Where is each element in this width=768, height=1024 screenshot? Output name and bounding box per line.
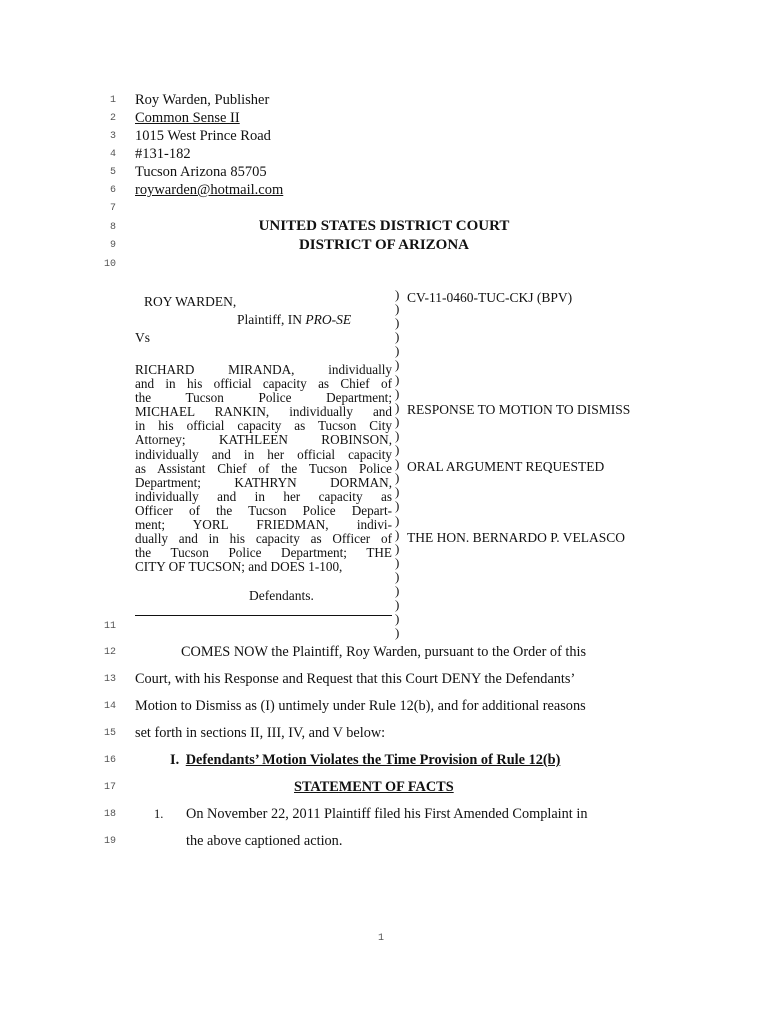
line-number: 12 [103, 647, 116, 658]
line-number: 5 [109, 167, 116, 178]
defendant-line: ment; YORL FRIEDMAN, indivi- [135, 517, 392, 533]
defendant-line: as Assistant Chief of the Tucson Police [135, 460, 392, 476]
paren: ) [395, 442, 400, 458]
line-number: 7 [109, 203, 116, 214]
plaintiff-role-text: Plaintiff, IN [237, 312, 306, 327]
line-number: 10 [103, 259, 116, 270]
defendant-line: RICHARD MIRANDA, individually [135, 362, 392, 377]
paren: ) [395, 540, 400, 556]
line-number: 1 [109, 95, 116, 106]
paren: ) [395, 385, 400, 401]
plaintiff-role [237, 311, 351, 329]
paren: ) [395, 315, 400, 331]
line-number: 8 [109, 222, 116, 233]
document-title: RESPONSE TO MOTION TO DISMISS [407, 402, 631, 417]
line-number: 16 [103, 755, 116, 766]
defendant-line: CITY OF TUCSON; and DOES 1-100, [135, 559, 343, 575]
body-line: the above captioned action. [186, 833, 343, 849]
unit-number: #131-182 [135, 146, 191, 162]
defendant-line: Department; KATHRYN DORMAN, [135, 474, 392, 490]
paren: ) [395, 301, 400, 317]
paren: ) [395, 582, 400, 598]
line-number: 4 [109, 149, 116, 160]
paren: ) [395, 568, 400, 584]
line-number: 13 [103, 674, 116, 685]
paren: ) [395, 343, 400, 359]
line-number: 17 [103, 782, 116, 793]
defendants-label: Defendants. [249, 588, 314, 603]
defendant-line: the Tucson Police Department; THE [135, 545, 392, 561]
line-number: 2 [109, 113, 116, 124]
defendant-line: individually and in her capacity as [135, 488, 392, 504]
street-address: 1015 West Prince Road [135, 128, 271, 144]
line-number: 3 [109, 131, 116, 142]
paren: ) [395, 611, 400, 627]
defendant-line: Officer of the Tucson Police Depart- [135, 502, 392, 518]
defendant-line: MICHAEL RANKIN, individually and [135, 404, 392, 420]
line-number: 14 [103, 701, 116, 712]
body-line: COMES NOW the Plaintiff, Roy Warden, pursuant to the Order of this [181, 644, 587, 660]
body-line: Motion to Dismiss as (I) untimely under Rule 12(b), and for additional reasons [135, 698, 586, 714]
pro-se-text: PRO-SE [305, 312, 352, 327]
section-heading [170, 752, 560, 769]
item-number: 1. [154, 807, 164, 821]
line-number: 11 [103, 621, 116, 632]
facts-heading: STATEMENT OF FACTS [294, 779, 454, 795]
caption-parentheses [395, 288, 399, 640]
case-number: CV-11-0460-TUC-CKJ (BPV) [407, 290, 573, 305]
paren: ) [395, 287, 400, 302]
paren: ) [395, 427, 400, 443]
paren: ) [395, 597, 400, 613]
oral-argument-request: ORAL ARGUMENT REQUESTED [407, 459, 605, 474]
paren: ) [395, 526, 400, 542]
paren: ) [395, 456, 400, 472]
court-district: DISTRICT OF ARIZONA [298, 237, 470, 253]
paren: ) [395, 329, 400, 345]
line-number: 9 [109, 240, 116, 251]
line-number: 15 [103, 728, 116, 739]
defendant-line: Attorney; KATHLEEN ROBINSON, [135, 432, 392, 448]
defendant-line: dually and in his capacity as Officer of [135, 531, 392, 547]
paren: ) [395, 357, 400, 373]
versus-text: Vs [135, 330, 151, 345]
defendant-line: in his official capacity as Tucson City [135, 418, 392, 434]
plaintiff-name: ROY WARDEN, [144, 294, 237, 309]
author-name: Roy Warden, Publisher [135, 92, 270, 108]
paren: ) [395, 413, 400, 429]
defendant-line: individually and in her official capacity [135, 446, 392, 462]
city-state-zip: Tucson Arizona 85705 [135, 164, 267, 180]
publication-name: Common Sense II [135, 110, 240, 126]
section-title: Defendants’ Motion Violates the Time Provision of Rule 12(b) [185, 752, 561, 768]
paren: ) [395, 625, 400, 641]
paren: ) [395, 470, 400, 486]
body-line: set forth in sections II, III, IV, and V below: [135, 725, 386, 741]
paren: ) [395, 554, 400, 570]
line-number: 18 [103, 809, 116, 820]
caption-rule [135, 615, 392, 616]
section-number: I. [170, 752, 180, 768]
paren: ) [395, 498, 400, 514]
paren: ) [395, 512, 400, 528]
defendants-list [135, 363, 392, 574]
defendant-line: and in his official capacity as Chief of [135, 376, 392, 392]
court-name: UNITED STATES DISTRICT COURT [258, 218, 510, 234]
paren: ) [395, 399, 400, 415]
line-number: 6 [109, 185, 116, 196]
line-number: 19 [103, 836, 116, 847]
paren: ) [395, 484, 400, 500]
defendant-line: the Tucson Police Department; [135, 390, 392, 406]
judge-name: THE HON. BERNARDO P. VELASCO [407, 530, 626, 545]
body-line: Court, with his Response and Request that this Court DENY the Defendants’ [135, 671, 576, 687]
page-number: 1 [378, 933, 385, 944]
paren: ) [395, 371, 400, 387]
body-line: On November 22, 2011 Plaintiff filed his First Amended Complaint in [186, 806, 588, 822]
email-address: roywarden@hotmail.com [135, 182, 284, 198]
